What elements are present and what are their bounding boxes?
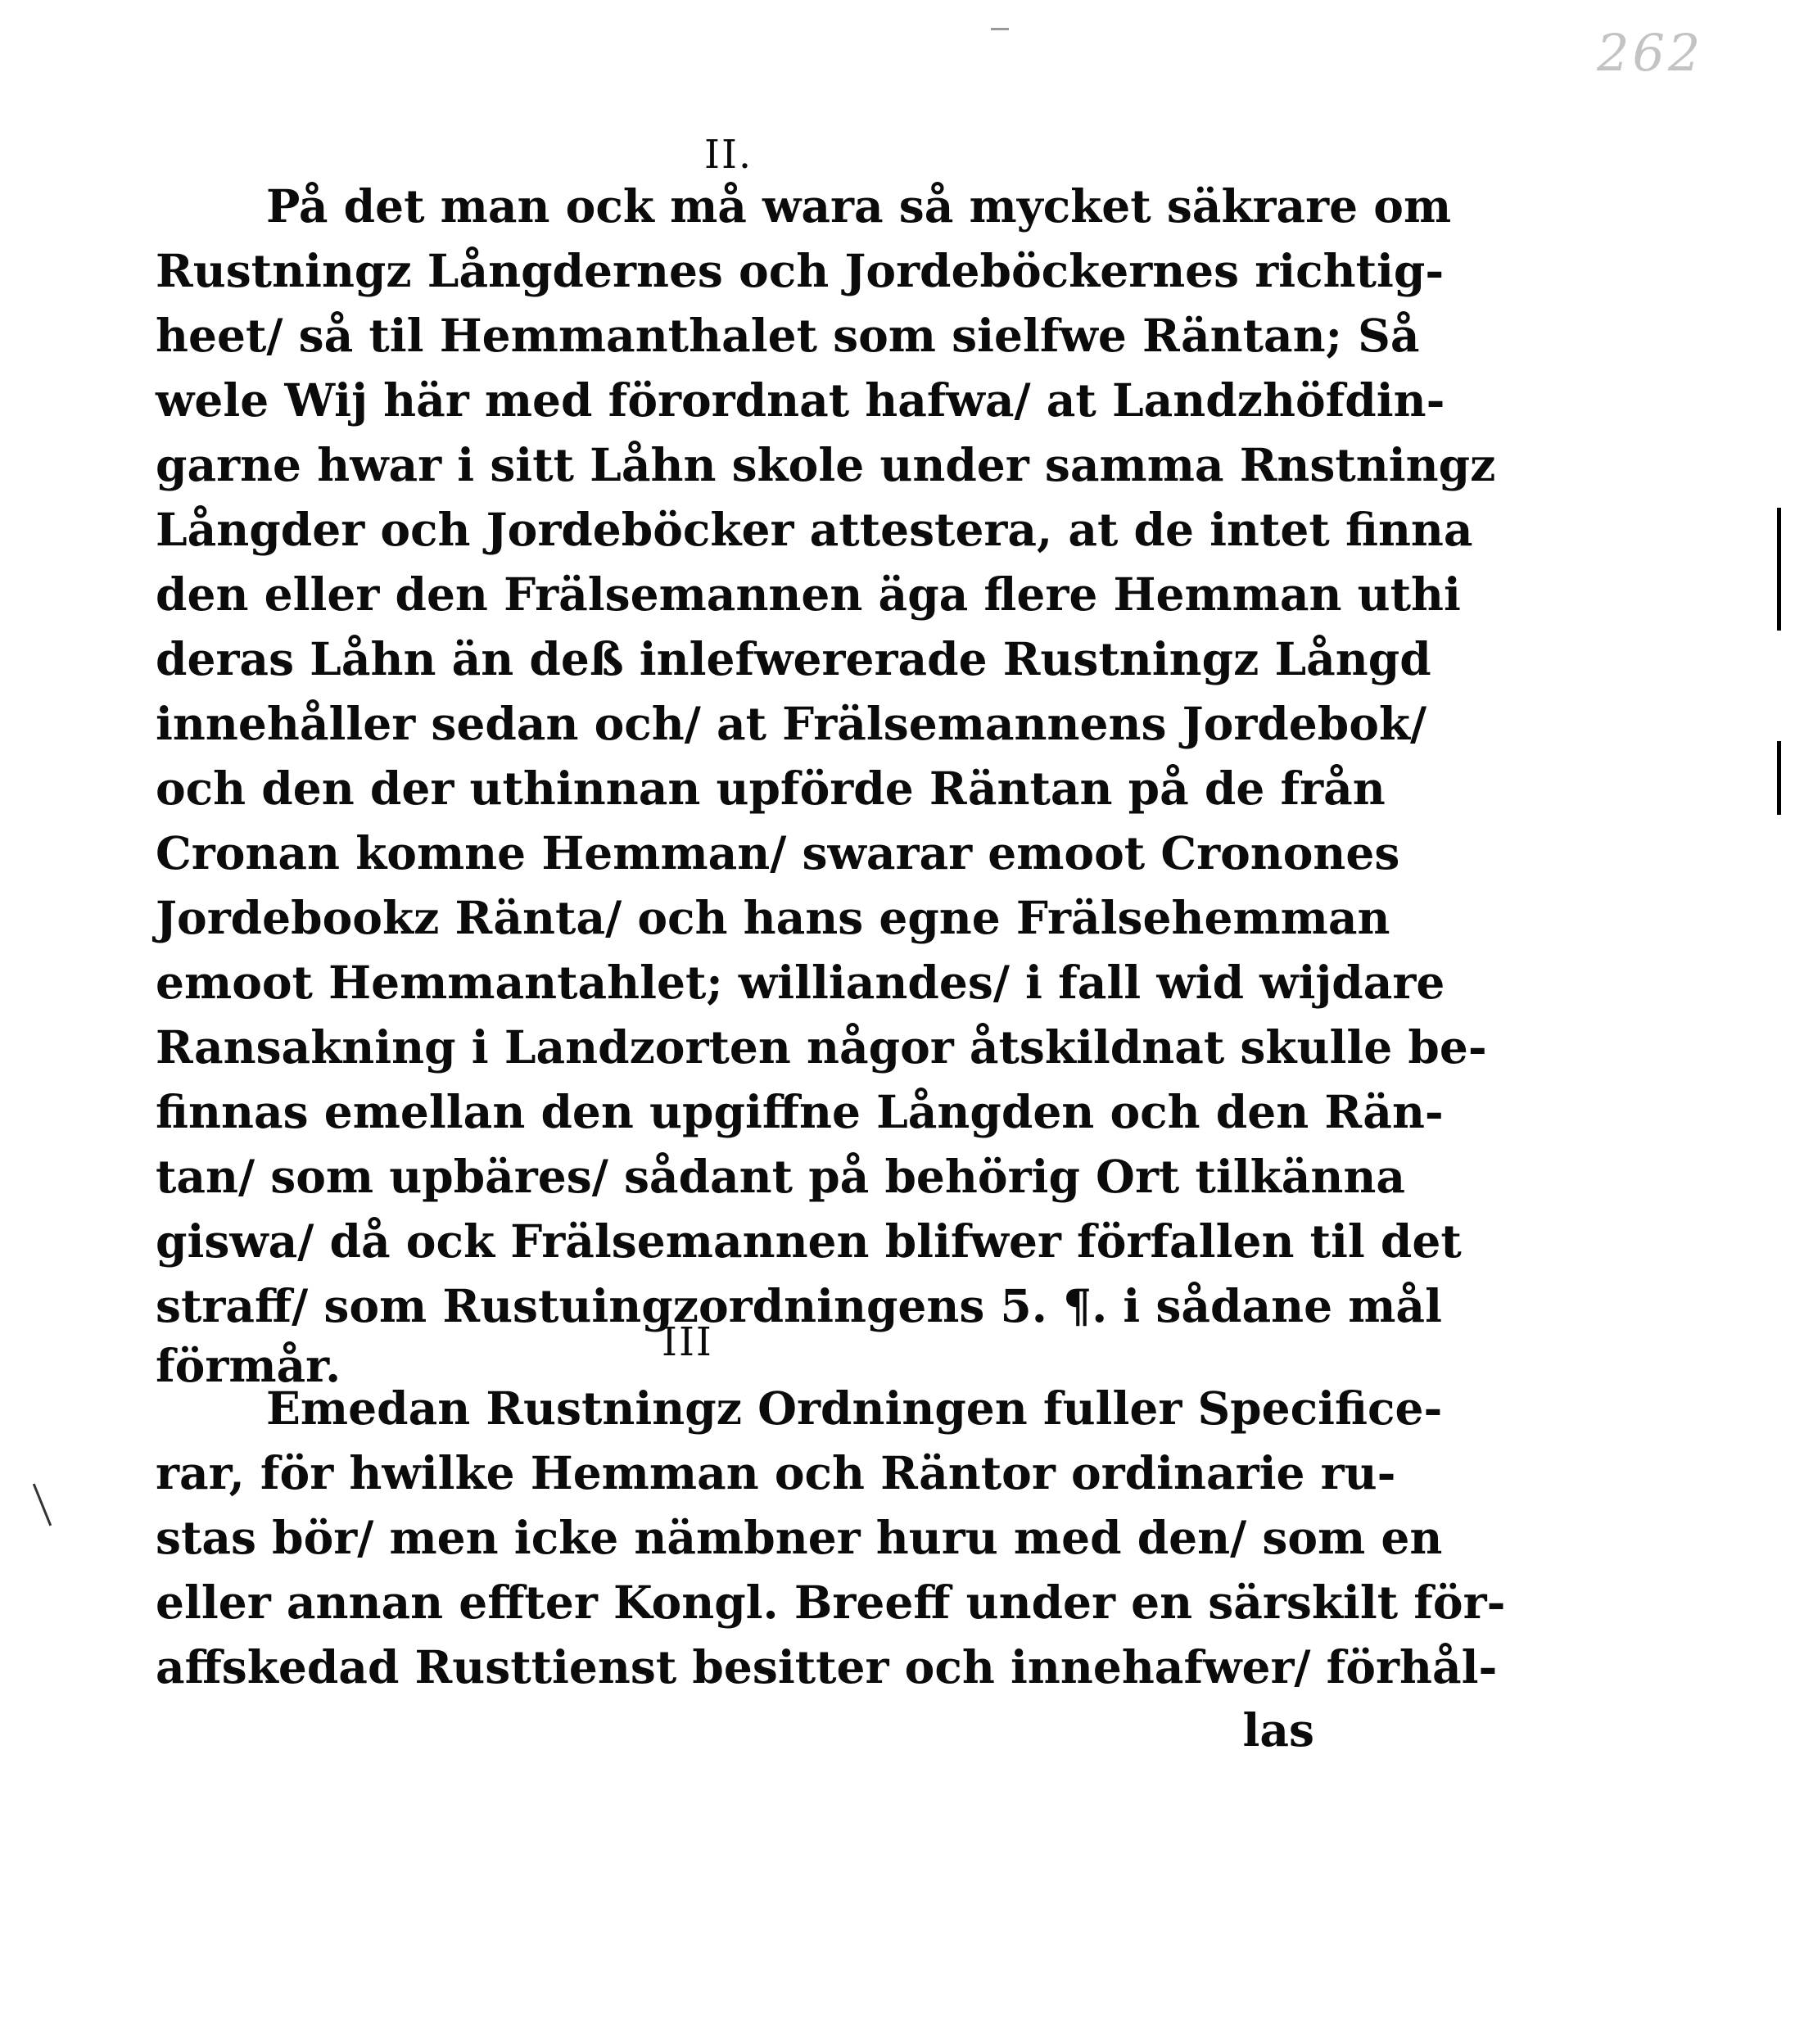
margin-mark [33, 1483, 52, 1526]
text-line: förmår. [156, 1339, 341, 1392]
page-edge-shadow [1777, 741, 1781, 815]
text-line: heet/ så til Hemmanthalet som sielfwe Räntan; Så [156, 309, 1420, 362]
text-line: innehåller sedan och/ at Frälsemannens Jordebok/ [156, 697, 1427, 750]
text-line: straff/ som Rustuingzordningens 5. ¶. i sådane mål [156, 1279, 1442, 1332]
text-line: Rustningz Långdernes och Jordeböckernes richtig- [156, 244, 1445, 297]
text-line: deras Låhn än deß inlefwererade Rustningz Långd [156, 632, 1431, 685]
text-line: Ransakning i Landzorten någor åtskildnat skulle be- [156, 1020, 1487, 1074]
folio-number: 262 [1597, 23, 1704, 83]
text-line: Jordebookz Ränta/ och hans egne Frälsehemman [156, 891, 1390, 944]
section-number: III [662, 1319, 713, 1365]
text-line: stas bör/ men icke nämbner huru med den/ som en [156, 1511, 1443, 1564]
text-line: På det man ock må wara så mycket säkrare om [266, 179, 1452, 233]
text-line: och den der uthinnan upförde Räntan på de från [156, 762, 1386, 815]
catchword: las [1242, 1703, 1314, 1757]
text-line: eller annan effter Kongl. Breeff under en särskilt för- [156, 1576, 1506, 1629]
text-line: den eller den Frälsemannen äga flere Hemman uthi [156, 568, 1461, 621]
text-line: giswa/ då ock Frälsemannen blifwer förfallen til det [156, 1214, 1462, 1268]
text-line: finnas emellan den upgiffne Långden och den Rän- [156, 1085, 1444, 1138]
text-line: tan/ som upbäres/ sådant på behörig Ort tilkänna [156, 1150, 1406, 1203]
text-line: rar, för hwilke Hemman och Räntor ordinarie ru- [156, 1446, 1396, 1499]
text-line: Emedan Rustningz Ordningen fuller Specifice- [266, 1382, 1443, 1435]
text-line: emoot Hemmantahlet; williandes/ i fall wid wijdare [156, 956, 1445, 1009]
section-number: II. [704, 132, 753, 178]
text-line: affskedad Rusttienst besitter och innehafwer/ förhål- [156, 1640, 1498, 1694]
top-rule-mark [991, 28, 1009, 30]
text-line: Långder och Jordeböcker attestera, at de intet finna [156, 503, 1473, 556]
text-line: garne hwar i sitt Låhn skole under samma Rnstningz [156, 438, 1496, 491]
text-line: Cronan komne Hemman/ swarar emoot Cronones [156, 826, 1400, 880]
text-line: wele Wij här med förordnat hafwa/ at Landzhöfdin- [156, 373, 1445, 427]
page-edge-shadow [1777, 508, 1781, 631]
